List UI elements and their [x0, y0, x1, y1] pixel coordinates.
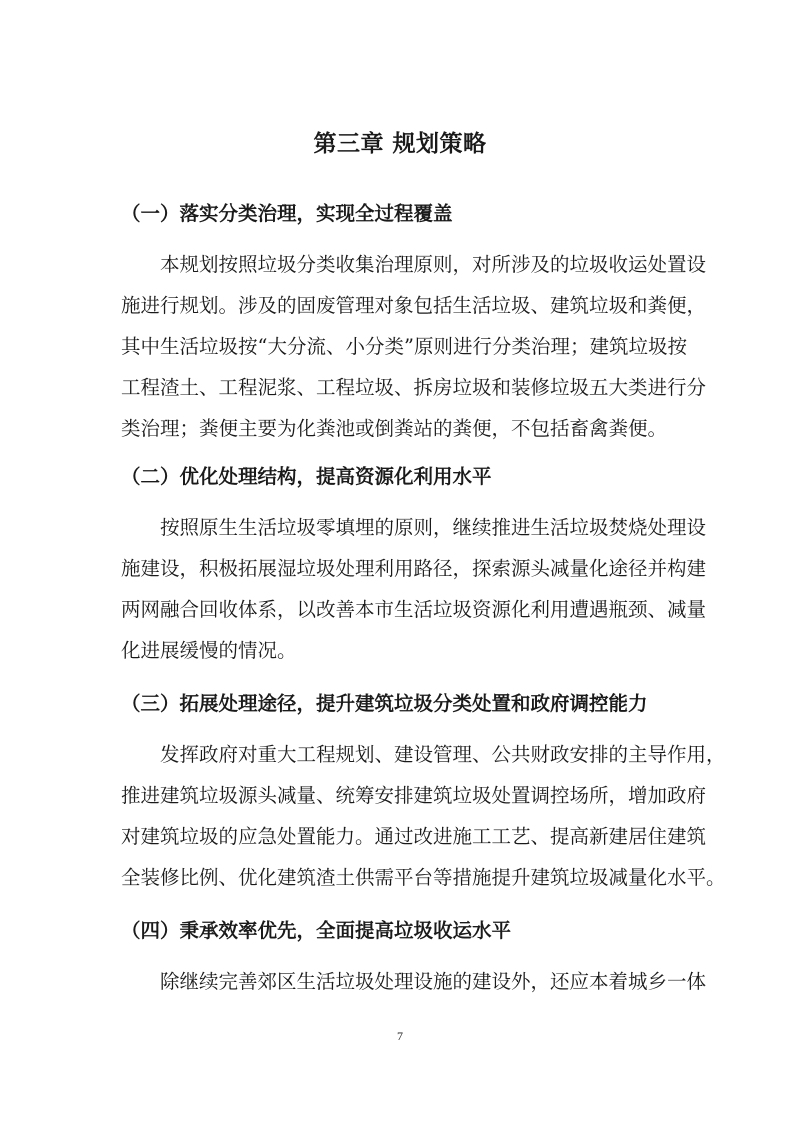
page-number: 7: [397, 1029, 403, 1043]
section-3-paragraph: [121, 734, 726, 898]
section-4-paragraph: [121, 961, 707, 1002]
paragraph-line: 发挥政府对重大工程规划、建设管理、公共财政安排的主导作用，: [160, 743, 726, 766]
section-heading-4: （四）秉承效率优先，全面提高垃圾收运水平: [121, 919, 512, 942]
section-heading-1: （一）落实分类治理，实现全过程覆盖: [121, 202, 453, 225]
chapter-title: 第三章 规划策略: [313, 131, 487, 157]
paragraph-line: 施进行规划。涉及的固废管理对象包括生活垃圾、建筑垃圾和粪便，: [121, 294, 707, 317]
paragraph-line: 除继续完善郊区生活垃圾处理设施的建设外，还应本着城乡一体: [160, 970, 707, 993]
section-1-paragraph: [121, 244, 707, 449]
paragraph-line: 推进建筑垃圾源头减量、统筹安排建筑垃圾处置调控场所，增加政府: [121, 784, 707, 807]
paragraph-line: 化进展缓慢的情况。: [121, 639, 297, 662]
paragraph-line: 类治理；粪便主要为化粪池或倒粪站的粪便，不包括畜禽粪便。: [121, 417, 668, 440]
paragraph-line: 全装修比例、优化建筑渣土供需平台等措施提升建筑垃圾减量化水平。: [121, 866, 726, 889]
section-heading-2: （二）优化处理结构，提高资源化利用水平: [121, 465, 492, 488]
paragraph-line: 本规划按照垃圾分类收集治理原则，对所涉及的垃圾收运处置设: [160, 253, 707, 276]
paragraph-line: 其中生活垃圾按“大分流、小分类”原则进行分类治理；建筑垃圾按: [121, 335, 687, 358]
section-2-paragraph: [121, 507, 707, 671]
paragraph-line: 对建筑垃圾的应急处置能力。通过改进施工工艺、提高新建居住建筑: [121, 825, 707, 848]
section-heading-3: （三）拓展处理途径，提升建筑垃圾分类处置和政府调控能力: [121, 692, 648, 715]
paragraph-line: 按照原生生活垃圾零填埋的原则，继续推进生活垃圾焚烧处理设: [160, 516, 707, 539]
paragraph-line: 两网融合回收体系，以改善本市生活垃圾资源化利用遭遇瓶颈、减量: [121, 598, 707, 621]
paragraph-line: 施建设，积极拓展湿垃圾处理利用路径，探索源头减量化途径并构建: [121, 557, 707, 580]
paragraph-line: 工程渣土、工程泥浆、工程垃圾、拆房垃圾和装修垃圾五大类进行分: [121, 376, 707, 399]
